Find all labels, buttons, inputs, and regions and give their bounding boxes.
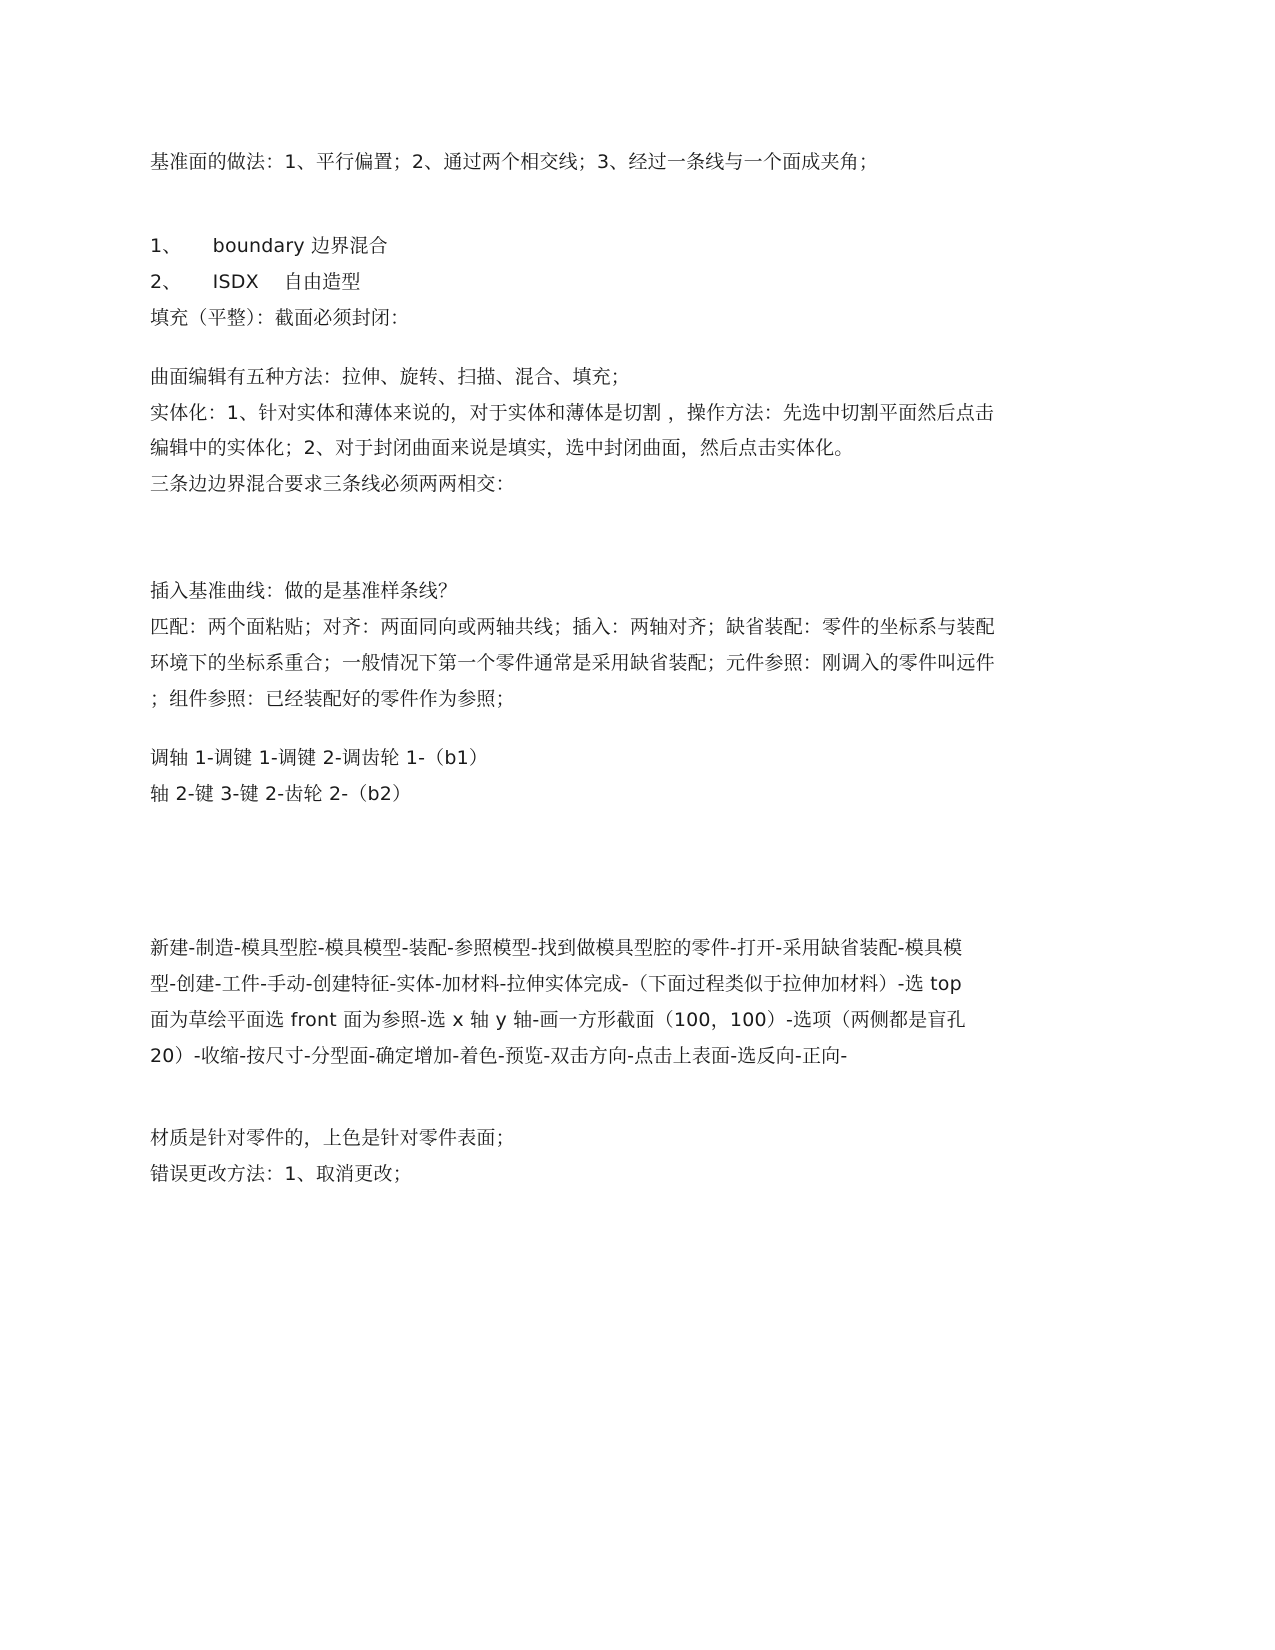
text-line-sequence-b2: 轴 2-键 3-键 2-齿轮 2-（b2）: [150, 783, 412, 805]
text-line-surface-edit-methods: 曲面编辑有五种方法：拉伸、旋转、扫描、混合、填充；: [150, 366, 631, 388]
text-line-three-edge-blend: 三条边边界混合要求三条线必须两两相交：: [150, 473, 515, 495]
text-line-insert-datum-curve: 插入基准曲线：做的是基准样条线？: [150, 580, 458, 602]
text-line-material-color: 材质是针对零件的，上色是针对零件表面；: [150, 1127, 515, 1149]
text-line-assembly-2: 环境下的坐标系重合；一般情况下第一个零件通常是采用缺省装配；元件参照：刚调入的零件叫远件: [150, 652, 995, 674]
text-line-isdx: 2、 ISDX 自由造型: [150, 271, 361, 293]
text-line-datum-plane-methods: 基准面的做法：1、平行偏置；2、通过两个相交线；3、经过一条线与一个面成夹角；: [150, 151, 879, 173]
text-line-mold-steps-1: 新建-制造-模具型腔-模具模型-装配-参照模型-找到做模具型腔的零件-打开-采用缺省装配-模具模: [150, 937, 963, 959]
text-line-fill: 填充（平整）：截面必须封闭：: [150, 307, 410, 329]
text-line-mold-steps-3: 面为草绘平面选 front 面为参照-选 x 轴 y 轴-画一方形截面（100，100）-选项（两侧都是盲孔: [150, 1009, 966, 1031]
text-line-error-undo: 错误更改方法：1、取消更改；: [150, 1163, 412, 1185]
text-line-sequence-b1: 调轴 1-调键 1-调键 2-调齿轮 1-（b1）: [150, 747, 489, 769]
text-line-solidify-1: 实体化：1、针对实体和薄体来说的，对于实体和薄体是切割 ，操作方法：先选中切割平面然后点击: [150, 402, 995, 424]
text-line-mold-steps-2: 型-创建-工件-手动-创建特征-实体-加材料-拉伸实体完成-（下面过程类似于拉伸加材料）-选 top: [150, 973, 962, 995]
text-line-boundary-blend: 1、 boundary 边界混合: [150, 235, 388, 257]
text-line-assembly-1: 匹配：两个面粘贴；对齐：两面同向或两轴共线；插入：两轴对齐；缺省装配：零件的坐标系与装配: [150, 616, 995, 638]
text-line-solidify-2: 编辑中的实体化；2、对于封闭曲面来说是填实，选中封闭曲面，然后点击实体化。: [150, 437, 854, 459]
text-line-mold-steps-4: 20）-收缩-按尺寸-分型面-确定增加-着色-预览-双击方向-点击上表面-选反向-正向-: [150, 1045, 848, 1067]
text-line-assembly-3: ；组件参照：已经装配好的零件作为参照；: [150, 688, 515, 710]
